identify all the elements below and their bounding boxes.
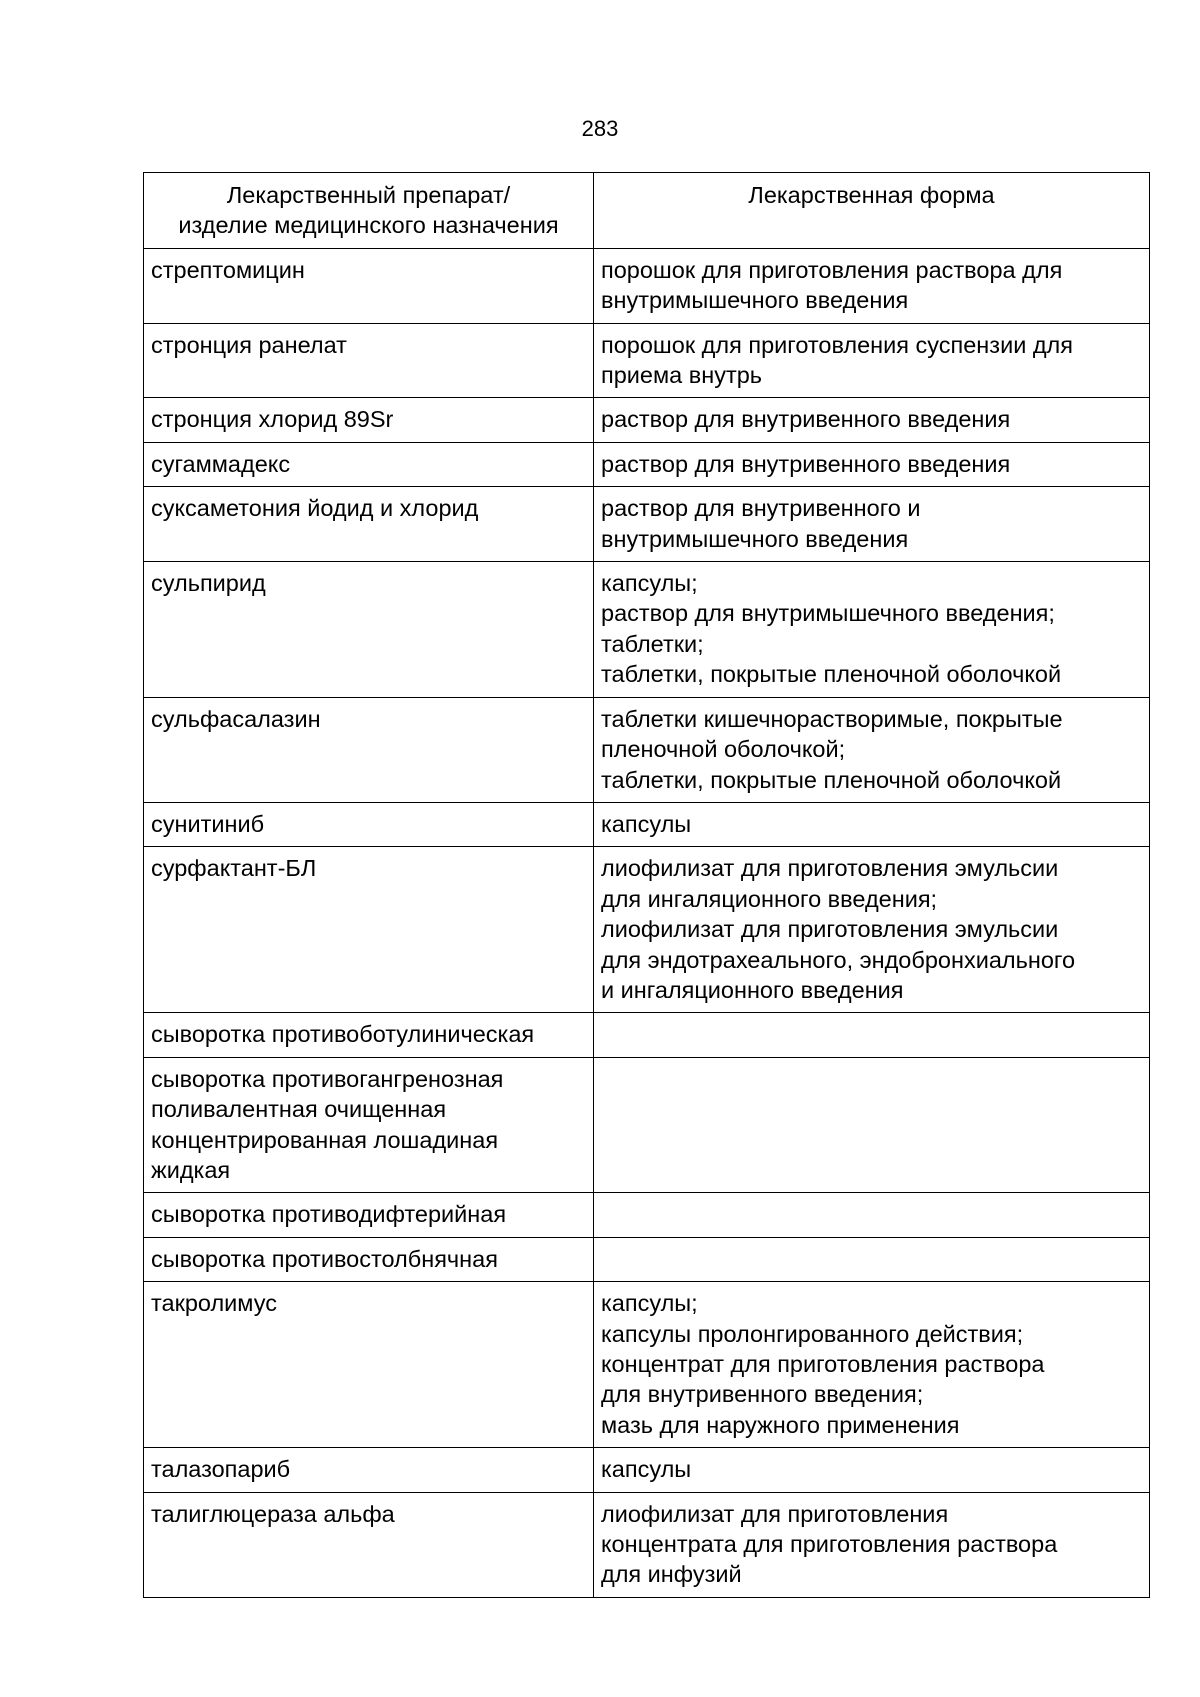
table-header-row — [144, 173, 1150, 249]
table-row — [144, 1282, 1150, 1448]
drug-name-line: сульфасалазин — [151, 705, 321, 732]
form-cell — [594, 1282, 1150, 1448]
dosage-form-line: капсулы пролонгированного действия; — [601, 1320, 1024, 1347]
dosage-form-line: лиофилизат для приготовления — [601, 1500, 949, 1527]
header-text-line: Лекарственный препарат/ — [226, 182, 511, 208]
dosage-form-line: лиофилизат для приготовления эмульсии — [601, 855, 1059, 882]
drug-cell — [144, 697, 594, 802]
dosage-form-line: капсулы — [601, 1456, 692, 1483]
form-cell — [594, 1492, 1150, 1597]
drug-name-line: жидкая — [151, 1156, 231, 1183]
page-number: 283 — [581, 116, 619, 141]
table-row — [144, 1237, 1150, 1281]
header-form — [594, 173, 1150, 249]
table-row — [144, 398, 1150, 442]
form-cell — [594, 1057, 1150, 1193]
header-text-line: изделие медицинского назначения — [178, 212, 559, 239]
drug-name-line: поливалентная очищенная — [151, 1096, 447, 1123]
dosage-form-line: порошок для приготовления суспензии для — [601, 331, 1073, 358]
dosage-form-line: внутримышечного введения — [601, 287, 909, 314]
drug-name-line: стронция ранелат — [151, 331, 347, 358]
drug-name-line: талазопариб — [151, 1456, 291, 1483]
form-cell — [594, 847, 1150, 1013]
table-row — [144, 248, 1150, 323]
dosage-form-line: порошок для приготовления раствора для — [601, 256, 1063, 283]
table-row — [144, 847, 1150, 1013]
form-cell — [594, 1013, 1150, 1057]
table-row — [144, 1057, 1150, 1193]
dosage-form-line: пленочной оболочкой; — [601, 736, 846, 763]
dosage-form-line: раствор для внутривенного и — [601, 495, 921, 522]
form-cell — [594, 248, 1150, 323]
dosage-form-line: таблетки; — [601, 630, 704, 657]
dosage-form-line: таблетки, покрытые пленочной оболочкой — [601, 766, 1062, 793]
drug-name-line: стрептомицин — [151, 256, 305, 283]
drug-name-line: сугаммадекс — [151, 450, 291, 477]
drug-cell — [144, 1013, 594, 1057]
drug-cell — [144, 1282, 594, 1448]
drug-cell — [144, 323, 594, 398]
dosage-form-line: лиофилизат для приготовления эмульсии — [601, 916, 1059, 943]
drug-name-line: сыворотка противодифтерийная — [151, 1201, 507, 1228]
drug-cell — [144, 1057, 594, 1193]
table-row — [144, 1492, 1150, 1597]
dosage-form-line: раствор для внутривенного введения — [601, 450, 1011, 477]
drug-name-line: сурфактант-БЛ — [151, 855, 317, 882]
dosage-form-line: и ингаляционного введения — [601, 976, 904, 1003]
drug-cell — [144, 248, 594, 323]
form-cell — [594, 562, 1150, 698]
drug-name-line: сыворотка противогангренозная — [151, 1065, 504, 1092]
drug-cell — [144, 487, 594, 562]
drug-name-line: сульпирид — [151, 570, 266, 597]
form-cell — [594, 802, 1150, 846]
drug-cell — [144, 1237, 594, 1281]
form-cell — [594, 398, 1150, 442]
drug-cell — [144, 1448, 594, 1492]
table-row — [144, 697, 1150, 802]
form-cell — [594, 442, 1150, 486]
dosage-form-line: внутримышечного введения — [601, 525, 909, 552]
form-cell — [594, 1237, 1150, 1281]
table-row — [144, 442, 1150, 486]
dosage-form-line: концентрат для приготовления раствора — [601, 1351, 1045, 1377]
dosage-form-line: капсулы; — [601, 1290, 698, 1317]
form-cell — [594, 1193, 1150, 1237]
dosage-form-line: концентрата для приготовления раствора — [601, 1531, 1058, 1558]
drug-cell — [144, 398, 594, 442]
table-row — [144, 1013, 1150, 1057]
dosage-form-line: таблетки, покрытые пленочной оболочкой — [601, 661, 1062, 688]
dosage-form-line: раствор для внутримышечного введения; — [601, 600, 1055, 627]
drug-cell — [144, 442, 594, 486]
table-row — [144, 487, 1150, 562]
dosage-form-line: для ингаляционного введения; — [601, 885, 938, 912]
form-cell — [594, 323, 1150, 398]
drug-name-line: сунитиниб — [151, 810, 265, 837]
dosage-form-line: капсулы — [601, 810, 692, 837]
drug-name-line: сыворотка противостолбнячная — [151, 1245, 498, 1272]
table-row — [144, 562, 1150, 698]
dosage-form-line: для внутривенного введения; — [601, 1381, 924, 1408]
drug-cell — [144, 1193, 594, 1237]
dosage-form-line: мазь для наружного применения — [601, 1411, 960, 1438]
drug-cell — [144, 562, 594, 698]
table-row — [144, 1193, 1150, 1237]
form-cell — [594, 487, 1150, 562]
table-row — [144, 1448, 1150, 1492]
dosage-form-line: раствор для внутривенного введения — [601, 406, 1011, 433]
header-text-line: Лекарственная форма — [748, 182, 995, 208]
dosage-form-line: таблетки кишечнорастворимые, покрытые — [601, 705, 1063, 732]
drug-name-line: талиглюцераза альфа — [151, 1500, 395, 1527]
form-cell — [594, 697, 1150, 802]
form-cell — [594, 1448, 1150, 1492]
drug-name-line: суксаметония йодид и хлорид — [151, 495, 479, 522]
dosage-form-line: для эндотрахеального, эндобронхиального — [601, 946, 1076, 973]
drug-name-line: концентрированная лошадиная — [151, 1126, 499, 1153]
drug-name-line: сыворотка противоботулиническая — [151, 1021, 535, 1048]
table-row — [144, 323, 1150, 398]
header-drug — [144, 173, 594, 249]
drug-name-line: стронция хлорид 89Sr — [151, 406, 394, 433]
drug-cell — [144, 802, 594, 846]
drug-table — [143, 172, 1150, 1598]
table-row — [144, 802, 1150, 846]
drug-cell — [144, 1492, 594, 1597]
dosage-form-line: для инфузий — [601, 1561, 742, 1588]
drug-cell — [144, 847, 594, 1013]
dosage-form-line: капсулы; — [601, 570, 698, 597]
dosage-form-line: приема внутрь — [601, 362, 763, 389]
drug-name-line: такролимус — [151, 1290, 277, 1317]
